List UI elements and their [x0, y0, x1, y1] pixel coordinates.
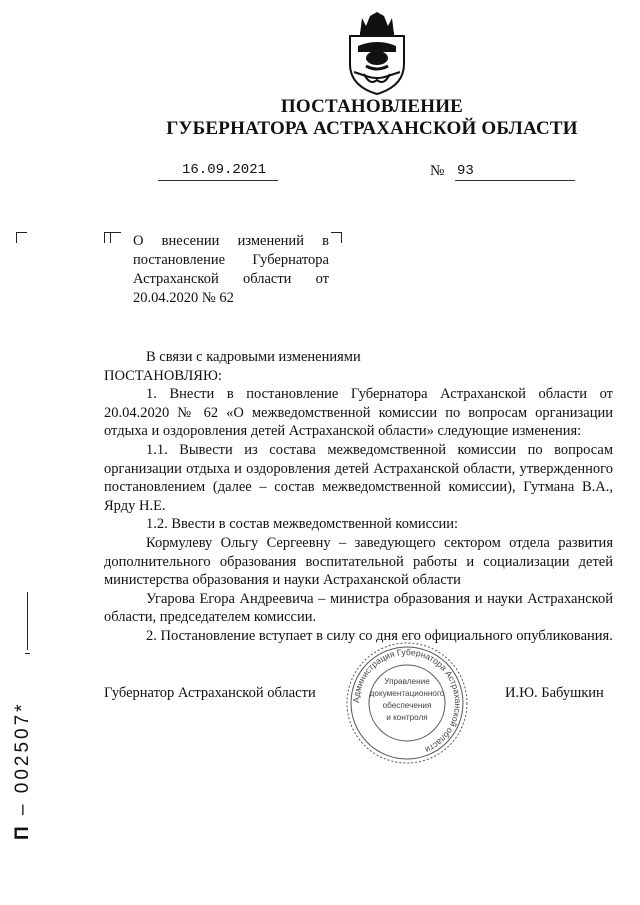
intro-text: В связи с кадровыми изменениями: [146, 349, 361, 365]
serial-number: – 002507*: [12, 701, 33, 816]
margin-line: [27, 592, 28, 650]
seal-line-4: и контроля: [386, 713, 428, 722]
serial-prefix: П: [12, 823, 33, 840]
seal-line-2: документационного: [369, 689, 445, 698]
corner-mark-subject-left-2: [110, 232, 121, 243]
paragraph-2: 2. Постановление вступает в силу со дня его официального опубликования.: [146, 627, 613, 644]
paragraph-1-2-a: Кормулеву Ольгу Сергеевну – заведующего сектором отдела развития дополнительного образования воспитательной работы и социализации детей министерства образования и науки Астраханской области: [104, 534, 613, 589]
corner-mark-left: [16, 232, 27, 243]
issuer-title: ГУБЕРНАТОРА АСТРАХАНСКОЙ ОБЛАСТИ: [166, 118, 578, 139]
paragraph-1-2-b: Угарова Егора Андреевича – министра образования и науки Астраханской области, председателем комиссии.: [104, 590, 613, 626]
document-subject: О внесении изменений в постановление Губернатора Астраханской области от 20.04.2020 № 62: [133, 233, 329, 306]
paragraph-1-2: 1.2. Ввести в состав межведомственной комиссии:: [146, 516, 459, 533]
date-underline: [158, 180, 278, 181]
document-body: [104, 348, 613, 646]
seal-line-1: Управление: [384, 677, 430, 686]
seal-ring-text: Администрация Губернатора Астраханской области: [350, 646, 464, 756]
corner-mark-subject-right: [331, 232, 342, 243]
signatory-name: И.Ю. Бабушкин: [505, 685, 604, 701]
signatory-role: Губернатор Астраханской области: [104, 685, 316, 701]
margin-tick: [25, 653, 30, 654]
decree-word: ПОСТАНОВЛЯЮ:: [104, 367, 222, 384]
office-seal-stamp: [344, 640, 470, 766]
document-date: 16.09.2021: [182, 162, 267, 178]
paragraph-1-1: 1.1. Вывести из состава межведомственной комиссии по вопросам организации отдыха и оздоровления детей Астраханской области, утвержденного постановлением (далее – состав межведомственной комиссии), Гутмана В.А., Ярду Н.Е.: [104, 441, 613, 514]
seal-line-3: обеспечения: [382, 701, 432, 710]
number-underline: [455, 180, 575, 181]
document-type-title: ПОСТАНОВЛЕНИЕ: [280, 96, 464, 117]
paragraph-1: 1. Внести в постановление Губернатора Астраханской области от 20.04.2020 № 62 «О межведомственной комиссии по вопросам организации отдыха и оздоровления детей Астраханской области» следующие изменения:: [104, 386, 613, 440]
document-number: 93: [457, 163, 474, 179]
number-label: №: [430, 163, 445, 179]
coat-of-arms-emblem: [340, 12, 414, 96]
margin-serial-code: [12, 700, 36, 840]
